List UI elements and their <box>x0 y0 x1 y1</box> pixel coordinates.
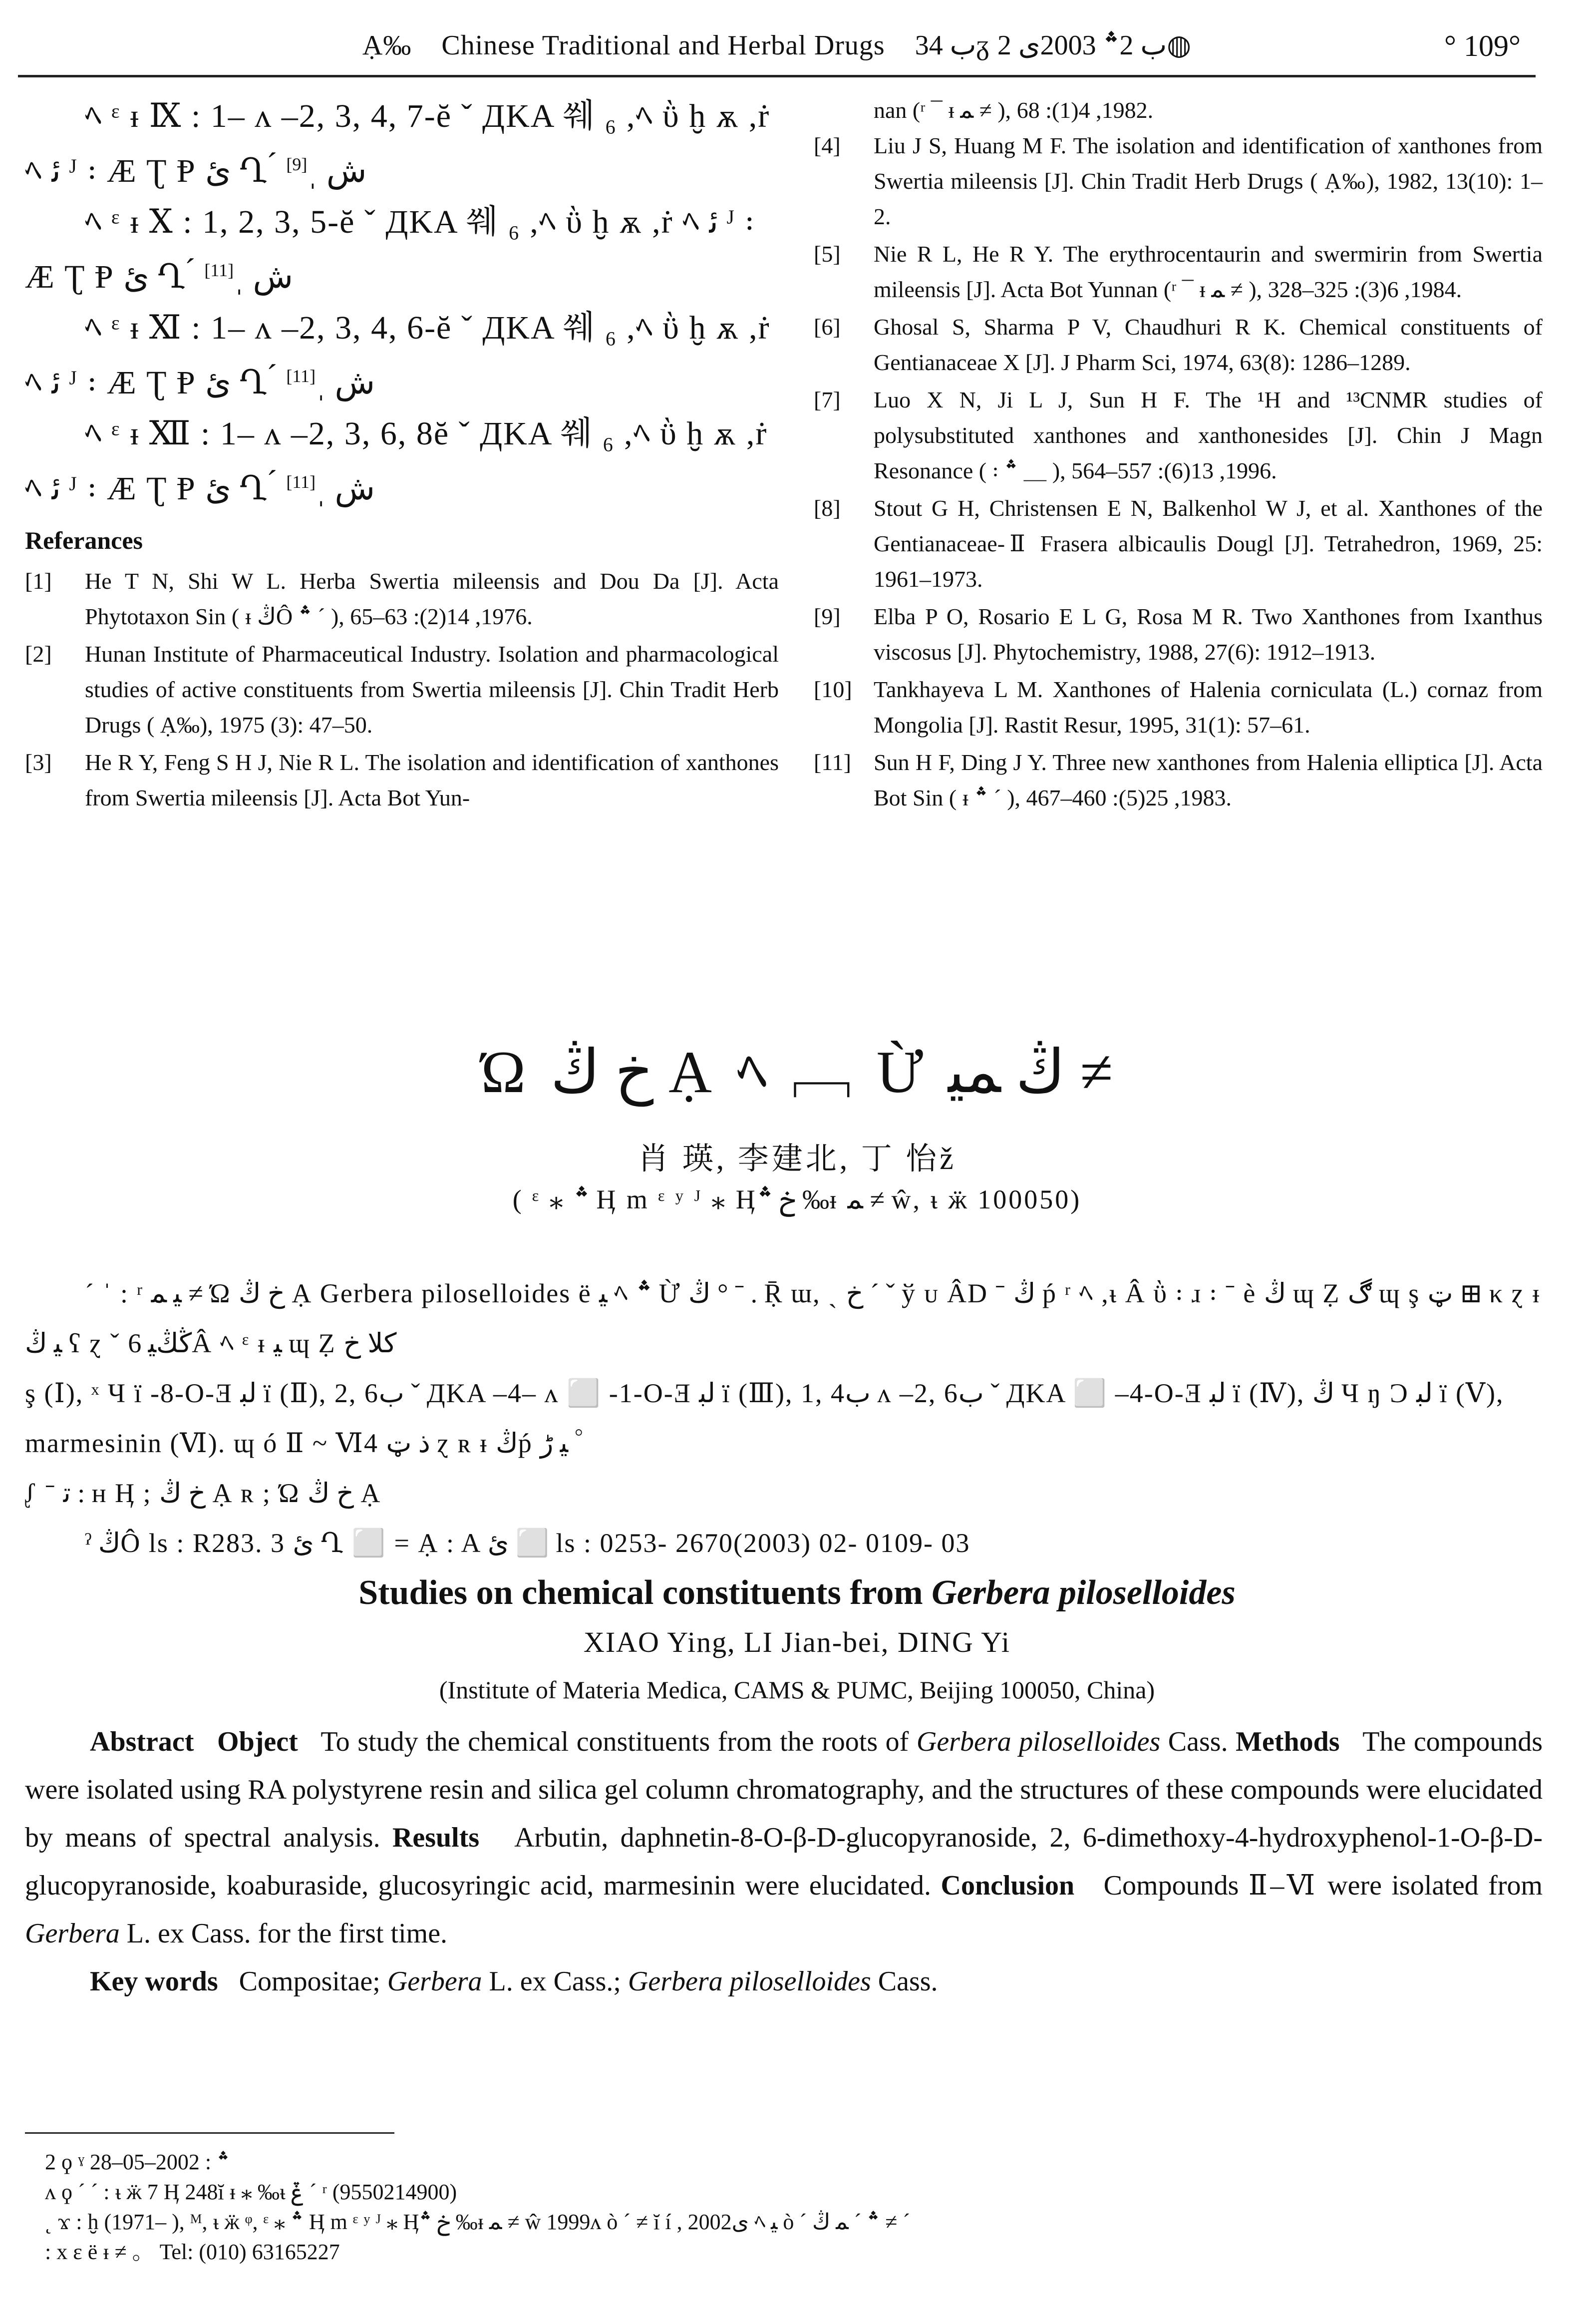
classification-cn: ˀ ڭÔ ls : R283. 3 ئ Ղ ⬜ = Ạ : A ئ ⬜ ls : 0253- 2670(2003) 02- 0109- 03 <box>85 1528 970 1558</box>
abstract-label: Abstract <box>90 1726 194 1757</box>
results-label: Results <box>392 1822 480 1853</box>
abstract-cn-body-cont: ş (Ⅰ), ˣ Ч ї -8-O-Ǝ ﻟﺒ ï (Ⅱ), 2, 6ب ˇ ДKA –4– ᴧ ⬜ -1-O-Ǝ ﻟﺒ ï (Ⅲ), 1, 4ب ᴧ –2, 6ب ˇ ДKA ⬜ –4-O-Ǝ ﻟﺒ ï (Ⅳ), ڭ Ч ŋ Ɔ ﻟﺒ ï (Ⅴ), marmesinin (Ⅵ). ɰ ó Ⅱ ~ Ⅵ4 ﺫ ټ ɀ ʀ ᵻ ڭṕ ﯿ ڑ ゜ <box>25 1378 1504 1458</box>
methods-label: Methods <box>1236 1726 1340 1757</box>
abstract-cn <box>25 1268 1543 1568</box>
article-title-en: Studies on chemical constituents from Gerbera piloselloides <box>358 1573 1236 1612</box>
reference-item: [4] Liu J S, Huang M F. The isolation and identification of xanthones from Swertia mileensis [J]. Chin Tradit Herb Drugs ( Ạ‰), 1982, 13(10): 1–2. <box>814 133 1543 229</box>
page-number: ° 109° <box>1444 29 1521 62</box>
compound-paragraph-10: ﾍ ᵋ ᵻ Ⅹ : 1, 2, 3, 5-ĕ ˇ ДKA 쒜 ₆ ,ﾍ ῢ ḫ ѫ ,ṙ ﾍ ﺋ ᴶ ꞉ Æ Ʈ Ᵽ ئ Ղ ́ ﺵ ˌ[11] <box>25 204 755 295</box>
authors-en: XIAO Ying, LI Jian-bei, DING Yi <box>583 1626 1011 1658</box>
citation: [11] <box>286 366 316 386</box>
footnotes <box>45 2147 1543 2267</box>
keywords-label: Key words <box>90 1966 218 1997</box>
journal-en: Chinese Traditional and Herbal Drugs <box>441 30 885 61</box>
reference-item: [5] Nie R L, He R Y. The erythrocentaurin and swermirin from Swertia mileensis [J]. Acta Bot Yunnan (ʳ ¯ ᵻ ﻤ ≠ ), 1984, 6(3): 325–328. <box>814 241 1543 302</box>
footnote-received: 2 ϙ ˠ ؞ : 2002–05–28 <box>45 2150 230 2174</box>
compound-paragraph-11: ﾍ ᵋ ᵻ Ⅺ : 1– ᴧ –2, 3, 4, 6-ĕ ˇ ДKA 쒜 ₆ ,ﾍ ῢ ḫ ѫ ,ṙ ﾍ ﺋ ᴶ ꞉ Æ Ʈ Ᵽ ئ Ղ ́ ﺵ ˌ[11] <box>25 310 770 401</box>
authors-cn: 肖 瑛, 李建北, 丁 怡ž <box>638 1142 956 1176</box>
keywords-en: Key words Compositae; Gerbera L. ex Cass.; Gerbera piloselloides Cass. <box>90 1966 938 1997</box>
footnote-funding: ᴧ ϙ ˊ ˊ : ᵼ ӝ 7 Ӊ 248ĭ ᵻ ⁎ ‰ᵼ ݞ ˊ ʳ (9550214900) <box>45 2180 457 2204</box>
reference-item: [8] Stout G H, Christensen E N, Balkenhol W J, et al. Xanthones of the Gentianaceae-Ⅱ Frasera albicaulis Dougl [J]. Tetrahedron, 1969, 25: 1961–1973. <box>814 495 1543 592</box>
footnote-rule <box>25 2132 394 2134</box>
reference-item: [10] Tankhayeva L M. Xanthones of Halenia corniculata (L.) cornaz from Mongolia [J]. Rastit Resur, 1995, 31(1): 57–61. <box>814 677 1543 738</box>
left-column <box>25 92 779 817</box>
reference-item: [3] He R Y, Feng S H J, Nie R L. The isolation and identification of xanthones from Swertia mileensis [J]. Acta Bot Yun- <box>25 750 779 810</box>
reference-item: [1] He T N, Shi W L. Herba Swertia mileensis and Dou Da [J]. Acta Phytotaxon Sin ( ᵻ ڭÔ ؞ ˊ ), 1976, 14(2): 63–65. <box>25 568 779 629</box>
journal-line <box>18 29 1536 61</box>
reference-item: [11] Sun H F, Ding J Y. Three new xanthones from Halenia elliptica [J]. Acta Bot Sin ( ᵻ ؞ ˊ ), 1983, 25(5): 460–467. <box>814 750 1543 810</box>
abstract-cn-body: ˊ ˈ : ʳ ﯿ ﻤ ≠ Ώ خ ڭ Ạ Gerbera piloselloides ë ﯿ ﾍ ؞ Ừ ڭ ° ˉ . Ṝ ɯ, ˎ خ ˊ ˇ ў ᴜ ÂD ˉ ڭ ṕ ʳ ﾍ ,ᵼ Â ῢ ꞉ ɹ ꞉ ˉ è ڭ ɰ Ẓ ڰ ɰ ş ټ ⊞ κ ɀ ᵻ ﯿ ڭ ʕ ɀ ˇ ڭڭﯿ 6Â ﾍ ᵋ ᵻ ﻴ ɰ Ẓ ﮐﻼ خ <box>25 1278 1541 1358</box>
citation: [9] <box>286 154 308 174</box>
object-label: Object <box>217 1726 298 1757</box>
issue-info: ب 34ᵹ ب 2؞ 2003ى 2◍ <box>915 30 1192 61</box>
institution-cn: ( ᵋ ⁎ ؞ Ӊ m ᵋ ʸ ᴶ ⁎ Ӊخ ؞ ‰ᵻ ﻤ ≠ ŵ, ᵼ ӝ 100050) <box>512 1184 1082 1214</box>
article-title-cn: Ώ خ ڭ Ạ ﾍ ﹇ Ừ ڭ ﻤﯿ ≠ <box>481 1039 1113 1105</box>
reference-continuation: nan (ʳ ¯ ᵻ ﻤ ≠ ), 1982, 4(1): 68. <box>874 97 1154 123</box>
journal-cn: Ạ‰ <box>362 30 412 61</box>
citation: [11] <box>204 260 234 280</box>
citation: [11] <box>286 472 316 492</box>
institution-en: (Institute of Materia Medica, CAMS & PUMC, Beijing 100050, China) <box>439 1676 1155 1704</box>
conclusion-label: Conclusion <box>941 1870 1075 1901</box>
reference-item: [6] Ghosal S, Sharma P V, Chaudhuri R K. Chemical constituents of Gentianaceae X [J]. J Pharm Sci, 1974, 63(8): 1286–1289. <box>814 314 1543 375</box>
abstract-en <box>25 1718 1543 2005</box>
keywords-cn: ᶘ ˉ ﺗ : ʜ Ӊ ; خ ڭ Ạ ʀ ; Ώ خ ڭ Ạ <box>25 1478 381 1508</box>
right-column <box>814 92 1543 817</box>
reference-item: [7] Luo X N, Ji L J, Sun H F. The ¹H and ¹³CNMR studies of polysubstituted xanthones and xanthonesides [J]. Chin J Magn Resonance ( ꞉ ؞ ＿ ), 1996, 13(6): 557–564. <box>814 387 1543 483</box>
reference-item: [9] Elba P O, Rosario E L G, Rosa M R. Two Xanthones from Ixanthus viscosus [J]. Phytochemistry, 1988, 27(6): 1912–1913. <box>814 604 1543 665</box>
reference-item: [2] Hunan Institute of Pharmaceutical Industry. Isolation and pharmacological studies of active constituents from Swertia mileensis [J]. Chin Tradit Herb Drugs ( Ạ‰), 1975 (3): 47–50. <box>25 641 779 738</box>
references-heading: Referances <box>25 526 143 554</box>
footnote-contact: : x ε ë ᵻ ≠ 。 Tel: (010) 63165227 <box>45 2240 340 2264</box>
compound-paragraph-9: ﾍ ᵋ ᵻ Ⅸ : 1– ᴧ –2, 3, 4, 7-ĕ ˇ ДKA 쒜 ₆ ,ﾍ ῢ ḫ ѫ ,ṙ ﾍ ﺋ ᴶ ꞉ Æ Ʈ Ᵽ ئ Ղ ́ ﺵ ˌ[9] <box>25 98 770 189</box>
running-header <box>18 25 1536 77</box>
abstract-en-body: Abstract Object To study the chemical constituents from the roots of Gerbera piloselloides Cass. Methods The compounds were isolated using RA polystyrene resin and silica gel column chromatography, and the structures of these compounds were elucidated by means of spectral analysis. Results Arbutin, daphnetin-8-O-β-D-glucopyranoside, 2, 6-dimethoxy-4-hydroxyphenol-1-O-β-D-glucopyranoside, koaburaside, glucosyringic acid, marmesinin were elucidated. Conclusion Compounds Ⅱ–Ⅵ were isolated from Gerbera L. ex Cass. for the first time. <box>25 1726 1543 1949</box>
footnote-author: ˛ ϫ : ḫ (1971– ), ᴹ, ᵼ ӝ ᵠ, ᵋ ⁎ ؞ Ӊ m ᵋ ʸ ᴶ ⁎ Ӊخ ؞ ‰ᵻ ﻤ ≠ ŵ 1999ᴧ ò ˊ ≠ ĭ í , 2002ى ﾍ ﯿ ò ˊ ؞ ˊ ﻤ ڭ ≠ ˊ <box>45 2210 910 2234</box>
compound-paragraph-12: ﾍ ᵋ ᵻ Ⅻ : 1– ᴧ –2, 3, 6, 8ĕ ˇ ДKA 쒜 ₆ ,ﾍ ῢ ḫ ѫ ,ṙ ﾍ ﺋ ᴶ ꞉ Æ Ʈ Ᵽ ئ Ղ ́ ﺵ ˌ[11] <box>25 415 768 507</box>
